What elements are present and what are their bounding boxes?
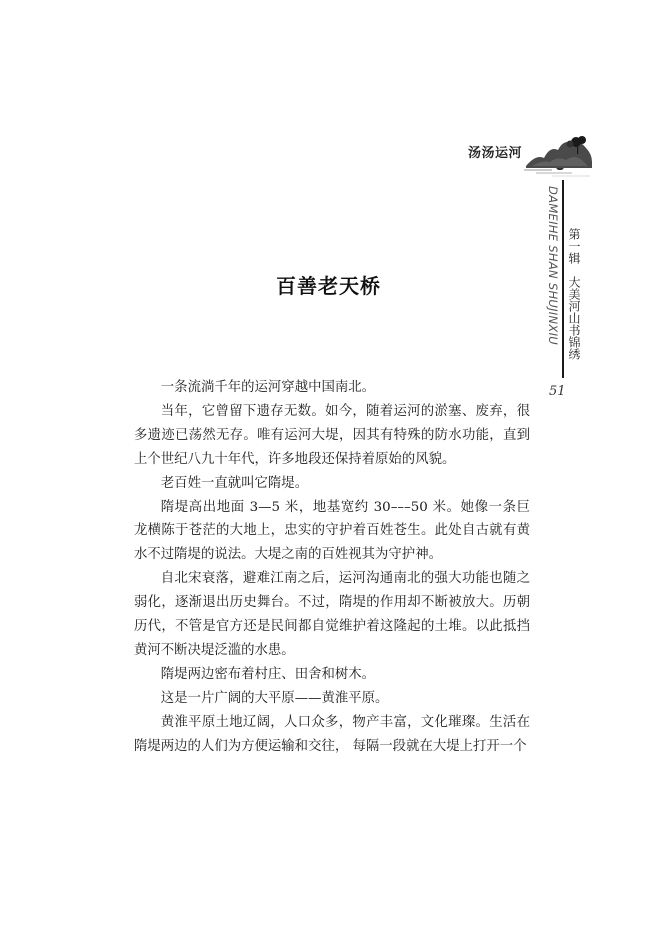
section-title: 汤汤运河 <box>468 146 523 161</box>
paragraph: 老百姓一直就叫它隋堤。 <box>160 475 309 491</box>
paragraph: 当年，它曾留下遗存无数。如今，随着运河的淤塞、废弃，很多遗迹已荡然无存。唯有运河大堤，因其有特殊的防水功能，直到上个世纪八九十年代，许多地段还保持着原始的风貌。 <box>134 403 530 467</box>
running-header <box>452 132 597 180</box>
series-volume: 第一辑 <box>567 228 581 264</box>
paragraph: 这是一片广阔的大平原——黄淮平原。 <box>160 690 389 706</box>
paragraph: 自北宋衰落，避难江南之后，运河沟通南北的强大功能也随之弱化，逐渐退出历史舞台。不过，隋堤的作用却不断被放大。历朝历代，不管是官方还是民间都自觉维护着这隆起的土堆。以此抵挡黄河不断决堤泛滥的水患。 <box>134 571 530 658</box>
article-title <box>0 270 665 299</box>
series-pinyin: DAMEIHE SHAN SHUJINXIU <box>546 186 560 345</box>
paragraph: 隋堤高出地面 3—5 米，地基宽约 30–––50 米。她像一条巨龙横陈于苍茫的大地上，忠实的守护着百姓苍生。此处自古就有黄水不过隋堤的说法。大堤之南的百姓视其为守护神。 <box>134 499 530 563</box>
paragraph: 黄淮平原土地辽阔，人口众多，物产丰富，文化璀璨。生活在隋堤两边的人们为方便运输和交往， 每隔一段就在大堤上打开一个 <box>134 714 530 754</box>
paragraph: 一条流淌千年的运河穿越中国南北。 <box>160 380 376 395</box>
paragraph: 隋堤两边密布着村庄、田舍和树木。 <box>160 666 376 682</box>
article-body <box>134 376 530 759</box>
page-number: 51 <box>549 384 566 399</box>
article-title-text: 百善老天桥 <box>276 274 381 298</box>
ink-landscape-icon <box>522 132 594 178</box>
series-name: 大美河山书锦绣 <box>567 276 581 360</box>
